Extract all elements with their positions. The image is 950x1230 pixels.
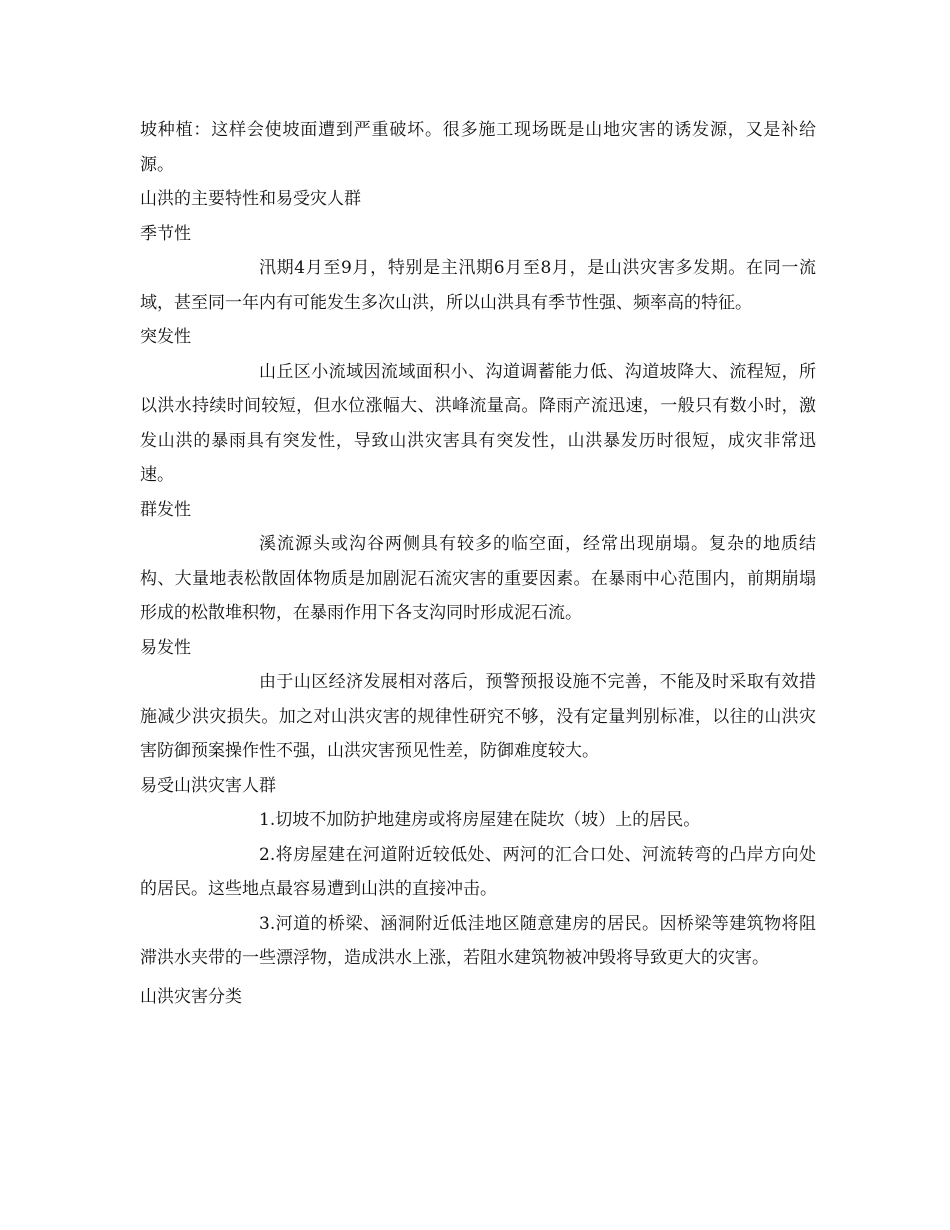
list-item-vulnerable-2: 2.将房屋建在河道附近较低处、两河的汇合口处、河流转弯的凸岸方向处的居民。这些地点最容易遭到山洪的直接冲击。 [140,844,816,899]
paragraph-seasonality: 汛期4月至9月，特别是主汛期6月至8月，是山洪灾害多发期。在同一流域，甚至同一年内有可能发生多次山洪，所以山洪具有季节性强、频率高的特征。 [140,258,816,313]
subheading-clustering: 群发性 [140,499,191,520]
subheading-vulnerable-groups: 易受山洪灾害人群 [140,775,276,796]
paragraph-susceptibility: 由于山区经济发展相对落后，预警预报设施不完善，不能及时采取有效措施减少洪灾损失。加之对山洪灾害的规律性研究不够，没有定量判别标准，以往的山洪灾害防御预案操作性不强，山洪灾害预见性差，防御难度较大。 [140,672,816,761]
list-item-vulnerable-1: 1.切坡不加防护地建房或将房屋建在陡坎（坡）上的居民。 [259,810,701,830]
paragraph-clustering: 溪流源头或沟谷两侧具有较多的临空面，经常出现崩塌。复杂的地质结构、大量地表松散固体物质是加剧泥石流灾害的重要因素。在暴雨中心范围内，前期崩塌形成的松散堆积物，在暴雨作用下各支沟同时形成泥石流。 [140,534,816,623]
subheading-seasonality: 季节性 [140,223,191,244]
document-body [140,113,816,1014]
paragraph-suddenness: 山丘区小流域因流域面积小、沟道调蓄能力低、沟道坡降大、流程短，所以洪水持续时间较短，但水位涨幅大、洪峰流量高。降雨产流迅速，一般只有数小时，激发山洪的暴雨具有突发性，导致山洪灾害具有突发性，山洪暴发历时很短，成灾非常迅速。 [140,361,816,485]
subheading-susceptibility: 易发性 [140,637,191,658]
section-heading-classification: 山洪灾害分类 [140,986,242,1007]
paragraph-continuation: 坡种植：这样会使坡面遭到严重破坏。很多施工现场既是山地灾害的诱发源，又是补给源。 [140,120,816,175]
list-item-vulnerable-3: 3.河道的桥梁、涵洞附近低洼地区随意建房的居民。因桥梁等建筑物将阻滞洪水夹带的一些漂浮物，造成洪水上涨，若阻水建筑物被冲毁将导致更大的灾害。 [140,913,816,968]
subheading-suddenness: 突发性 [140,327,191,347]
section-heading-main-characteristics: 山洪的主要特性和易受灾人群 [140,189,361,209]
